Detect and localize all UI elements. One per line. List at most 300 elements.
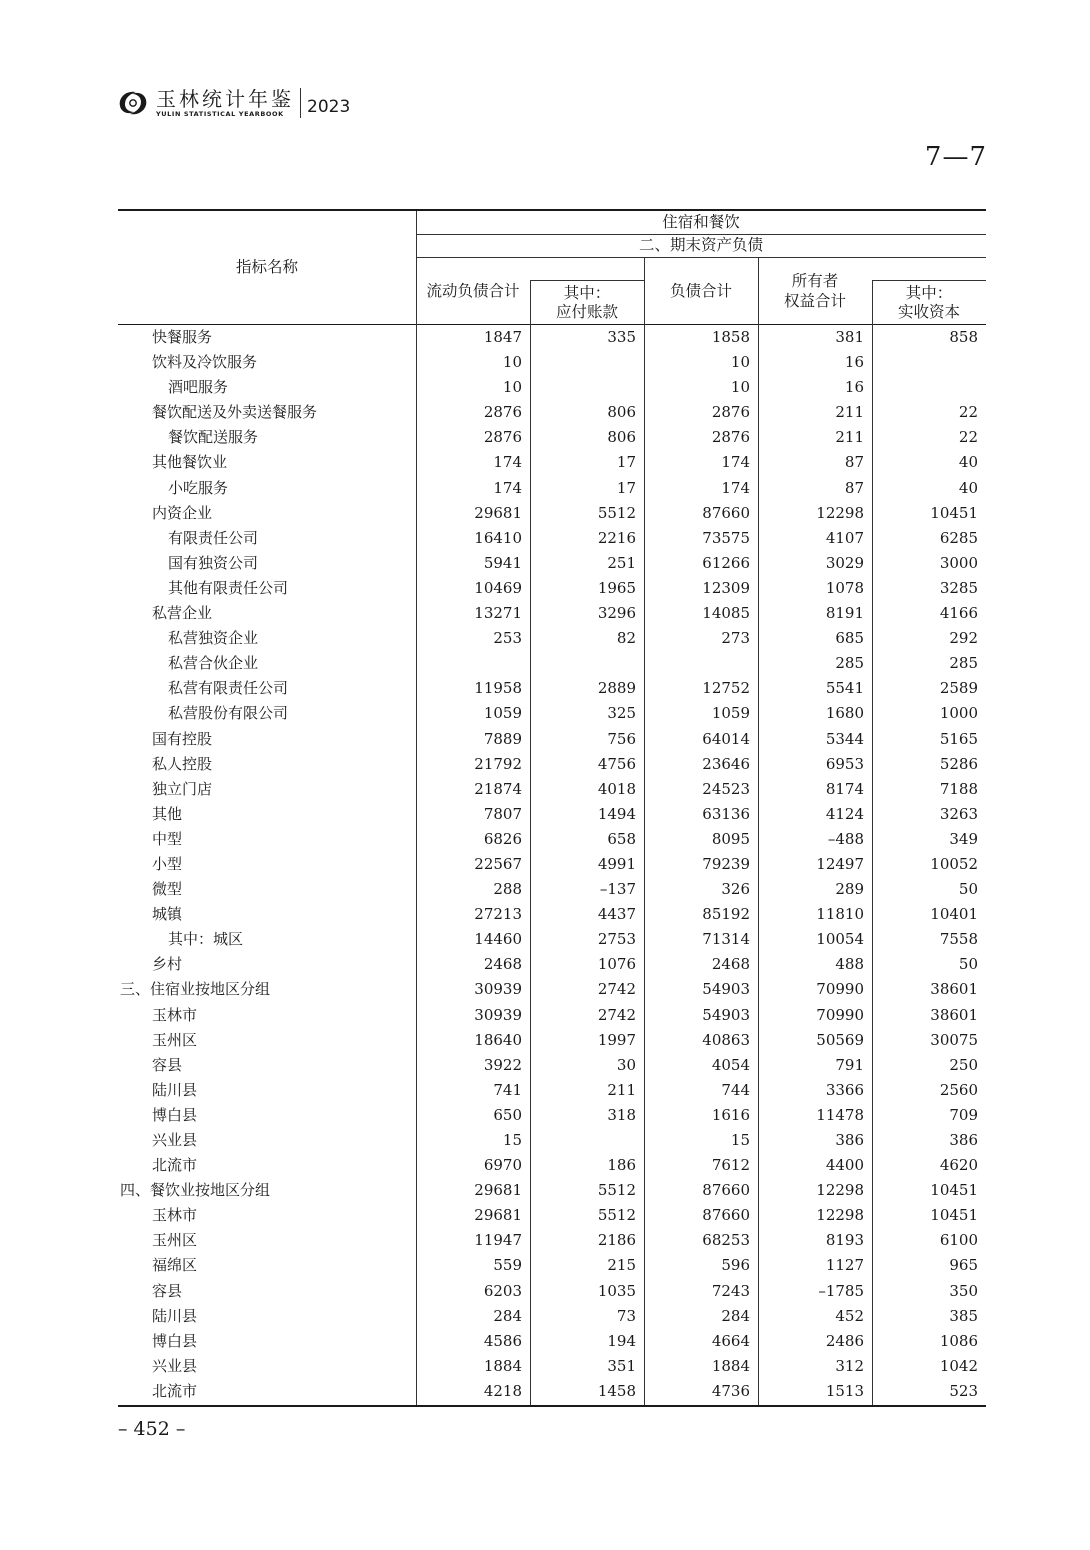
row-value-col1: 741 (493, 1080, 522, 1099)
row-value-col1: 2468 (483, 955, 522, 974)
row-value-col3: 14085 (702, 604, 750, 623)
row-value-col5: 22 (958, 403, 978, 422)
row-value-col2: 4991 (597, 854, 636, 873)
row-value-col4: 2486 (825, 1331, 864, 1350)
table-row (118, 927, 986, 952)
row-value-col1: 6826 (483, 829, 522, 848)
row-value-col3: 174 (721, 478, 750, 497)
row-value-col1: 253 (493, 629, 522, 648)
row-value-col3: 68253 (702, 1231, 750, 1250)
row-value-col1: 5941 (483, 553, 522, 572)
table-number: 7—7 (924, 142, 987, 172)
row-value-col5: 1000 (939, 704, 978, 723)
row-value-col5: 523 (949, 1381, 978, 1400)
row-value-col1: 15 (502, 1131, 522, 1149)
row-label: 兴业县 (152, 1131, 198, 1149)
row-label: 博白县 (152, 1105, 198, 1124)
row-value-col5: 4620 (939, 1156, 978, 1175)
row-label: 福绵区 (152, 1256, 198, 1275)
row-value-col5: 3000 (939, 553, 978, 572)
row-value-col4: 4107 (825, 528, 864, 547)
row-label: 容县 (152, 1281, 183, 1300)
row-value-col3: 12752 (702, 679, 750, 698)
row-value-col3: 73575 (702, 528, 750, 547)
table-row (118, 802, 986, 827)
row-value-col2: 5512 (597, 1206, 636, 1225)
table-row (118, 977, 986, 1002)
row-value-col1: 1884 (483, 1356, 522, 1375)
row-value-col3: 284 (721, 1306, 750, 1325)
table-row (118, 727, 986, 752)
row-value-col3: 1616 (711, 1105, 750, 1124)
table-row (118, 601, 986, 626)
row-value-col3: 2468 (711, 955, 750, 974)
row-value-col1: 30939 (474, 980, 522, 999)
row-value-col5: 858 (949, 328, 978, 346)
row-value-col1: 7889 (483, 729, 522, 748)
row-value-col4: 8174 (825, 779, 864, 798)
row-value-col4: –1785 (818, 1281, 864, 1300)
row-value-col2: 3296 (597, 604, 636, 623)
row-value-col4: 4124 (825, 804, 864, 823)
row-value-col5: 10451 (930, 503, 978, 522)
table-row (118, 1203, 986, 1228)
row-label: 私营企业 (152, 604, 213, 623)
row-label: 博白县 (152, 1331, 198, 1350)
row-value-col4: 6953 (825, 754, 864, 773)
row-value-col1: 21792 (474, 754, 522, 773)
row-value-col3: 1059 (711, 704, 750, 723)
row-value-col4: 12298 (816, 1206, 864, 1225)
table-row (118, 425, 986, 450)
row-value-col1: 288 (493, 880, 522, 899)
row-value-col5: 6285 (939, 528, 978, 547)
table-row (118, 450, 986, 475)
row-value-col3: 2876 (711, 428, 750, 447)
yearbook-logo-icon (116, 88, 150, 118)
row-value-col1: 11958 (474, 679, 522, 698)
row-value-col2: 2216 (597, 528, 636, 547)
row-value-col2: 2742 (597, 980, 636, 999)
row-value-col5: 10451 (930, 1181, 978, 1200)
table-row (118, 701, 986, 726)
row-value-col4: 87 (844, 478, 864, 497)
table-bottom-rule (118, 1405, 986, 1407)
table-row (118, 852, 986, 877)
table-row (118, 501, 986, 526)
row-label: 私人控股 (152, 754, 213, 773)
row-value-col2: 318 (607, 1105, 636, 1124)
row-value-col3: 4054 (711, 1055, 750, 1074)
row-value-col4: 386 (835, 1131, 864, 1149)
row-value-col1: 29681 (474, 1181, 522, 1200)
row-label: 小吃服务 (168, 478, 229, 497)
row-value-col5: 10401 (930, 905, 978, 924)
table-row (118, 325, 986, 350)
table-body (118, 325, 986, 1404)
row-value-col5: 250 (949, 1055, 978, 1074)
row-label: 有限责任公司 (168, 528, 259, 547)
row-value-col2: 1965 (597, 578, 636, 597)
row-value-col1: 22567 (474, 854, 522, 873)
row-value-col5: 4166 (939, 604, 978, 623)
yearbook-title: 玉林统计年鉴 (156, 87, 294, 111)
row-value-col2: 325 (607, 704, 636, 723)
row-value-col2: 194 (607, 1331, 636, 1350)
table-row (118, 1028, 986, 1053)
row-label: 三、住宿业按地区分组 (120, 980, 271, 999)
row-value-col4: 3366 (825, 1080, 864, 1099)
row-value-col4: 791 (835, 1055, 864, 1074)
row-value-col2: 215 (607, 1256, 636, 1275)
row-value-col4: 50569 (816, 1030, 864, 1049)
row-value-col1: 4218 (483, 1381, 522, 1400)
row-label: 独立门店 (152, 779, 213, 798)
row-value-col5: 285 (949, 654, 978, 673)
row-value-col4: 11478 (816, 1105, 864, 1124)
row-value-col2: 335 (607, 328, 636, 346)
row-label: 容县 (152, 1055, 183, 1074)
row-value-col2: 658 (607, 829, 636, 848)
row-label: 私营独资企业 (168, 629, 259, 648)
row-value-col2: 251 (607, 553, 636, 572)
table-row (118, 526, 986, 551)
row-value-col3: 61266 (702, 553, 750, 572)
row-value-col4: 4400 (825, 1156, 864, 1175)
header-line-subgroup (416, 257, 986, 258)
row-value-col4: 8193 (825, 1231, 864, 1250)
brand-block (156, 88, 301, 118)
row-value-col4: 1127 (825, 1256, 864, 1275)
row-value-col2: 806 (607, 403, 636, 422)
row-value-col4: 87 (844, 453, 864, 472)
row-value-col4: 1680 (825, 704, 864, 723)
row-value-col4: 211 (835, 403, 864, 422)
row-value-col3: 63136 (702, 804, 750, 823)
row-value-col5: 1086 (939, 1331, 978, 1350)
row-value-col4: 289 (835, 880, 864, 899)
row-value-col4: 1513 (825, 1381, 864, 1400)
row-value-col1: 6970 (483, 1156, 522, 1175)
row-label: 城镇 (152, 905, 183, 924)
table-top-rule (118, 209, 986, 211)
row-value-col5: 385 (949, 1306, 978, 1325)
row-value-col3: 54903 (702, 980, 750, 999)
row-value-col2: 2889 (597, 679, 636, 698)
row-value-col4: 12298 (816, 503, 864, 522)
row-label: 兴业县 (152, 1356, 198, 1375)
row-value-col3: 79239 (702, 854, 750, 873)
header-line-col5 (872, 280, 986, 281)
header-line-group (416, 234, 986, 235)
row-value-col4: 685 (835, 629, 864, 648)
row-value-col5: 2589 (939, 679, 978, 698)
yearbook-header (116, 86, 350, 120)
row-value-col1: 13271 (474, 604, 522, 623)
row-value-col1: 2876 (483, 428, 522, 447)
table-row (118, 1053, 986, 1078)
row-label: 其他 (152, 804, 183, 823)
row-value-col4: 285 (835, 654, 864, 673)
table-row (118, 1178, 986, 1203)
row-value-col2: –137 (599, 880, 636, 899)
row-value-col5: 5286 (939, 754, 978, 773)
row-value-col3: 85192 (702, 905, 750, 924)
row-label: 其他餐饮业 (152, 453, 228, 472)
row-value-col5: 5165 (939, 729, 978, 748)
row-value-col1: 21874 (474, 779, 522, 798)
row-value-col2: 186 (607, 1156, 636, 1175)
row-value-col5: 30075 (930, 1030, 978, 1049)
row-value-col3: 10 (730, 378, 750, 397)
row-value-col3: 4736 (711, 1381, 750, 1400)
row-value-col5: 709 (949, 1105, 978, 1124)
header-line-col2 (530, 280, 644, 281)
row-value-col3: 40863 (702, 1030, 750, 1049)
row-value-col3: 7243 (711, 1281, 750, 1300)
row-value-col1: 7807 (483, 804, 522, 823)
row-value-col2: 5512 (597, 1181, 636, 1200)
header-indicator: 指标名称 (235, 258, 298, 276)
row-value-col1: 29681 (474, 1206, 522, 1225)
yearbook-title-en: YULIN STATISTICAL YEARBOOK (156, 110, 284, 118)
header-subgroup: 二、期末资产负债 (638, 236, 763, 254)
row-value-col5: 350 (949, 1281, 978, 1300)
table-row (118, 827, 986, 852)
table-row (118, 877, 986, 902)
row-value-col4: 5344 (825, 729, 864, 748)
row-value-col3: 87660 (702, 503, 750, 522)
row-value-col5: 40 (958, 453, 978, 472)
row-value-col5: 50 (958, 880, 978, 899)
table-row (118, 651, 986, 676)
row-value-col2: 2753 (597, 930, 636, 949)
header-col-payables-a: 其中： (563, 284, 611, 302)
row-value-col1: 10469 (474, 578, 522, 597)
table-row (118, 375, 986, 400)
row-label: 北流市 (152, 1156, 198, 1175)
row-value-col5: 349 (949, 829, 978, 848)
row-value-col5: 292 (949, 629, 978, 648)
row-value-col2: 756 (607, 729, 636, 748)
row-value-col3: 23646 (702, 754, 750, 773)
header-col-total-liabilities: 负债合计 (669, 282, 732, 300)
row-value-col3: 12309 (702, 578, 750, 597)
table-row (118, 1103, 986, 1128)
table-row (118, 952, 986, 977)
row-value-col1: 10 (502, 378, 522, 397)
row-value-col2: 1997 (597, 1030, 636, 1049)
row-value-col2: 4756 (597, 754, 636, 773)
header-col-payables-b: 应付账款 (555, 303, 618, 321)
row-value-col4: 12497 (816, 854, 864, 873)
row-label: 国有控股 (152, 729, 213, 748)
header-col-current-liabilities: 流动负债合计 (426, 282, 520, 300)
row-label: 私营股份有限公司 (168, 704, 289, 723)
row-label: 内资企业 (152, 503, 213, 522)
row-value-col5: 3285 (939, 578, 978, 597)
row-value-col4: 70990 (816, 980, 864, 999)
row-value-col4: 3029 (825, 553, 864, 572)
row-value-col5: 7188 (939, 779, 978, 798)
row-value-col4: 381 (835, 328, 864, 346)
row-label: 四、餐饮业按地区分组 (120, 1181, 271, 1200)
row-value-col2: 4437 (597, 905, 636, 924)
row-value-col4: 452 (835, 1306, 864, 1325)
row-value-col1: 4586 (483, 1331, 522, 1350)
row-value-col5: 50 (958, 955, 978, 974)
row-value-col3: 54903 (702, 1005, 750, 1024)
row-value-col1: 11947 (474, 1231, 522, 1250)
table-row (118, 1003, 986, 1028)
row-value-col3: 744 (721, 1080, 750, 1099)
table-row (118, 1153, 986, 1178)
row-value-col5: 6100 (939, 1231, 978, 1250)
row-label: 玉州区 (152, 1231, 198, 1250)
row-label: 玉州区 (152, 1030, 198, 1049)
row-value-col4: 16 (844, 353, 864, 372)
row-value-col1: 18640 (474, 1030, 522, 1049)
row-value-col3: 174 (721, 453, 750, 472)
row-value-col2: 211 (607, 1080, 636, 1099)
row-value-col1: 2876 (483, 403, 522, 422)
row-value-col2: 4018 (597, 779, 636, 798)
table-row (118, 1329, 986, 1354)
table-row (118, 752, 986, 777)
row-value-col1: 16410 (474, 528, 522, 547)
row-label: 其他有限责任公司 (168, 578, 289, 597)
row-label: 私营合伙企业 (168, 654, 259, 673)
row-value-col5: 386 (949, 1131, 978, 1149)
row-label: 玉林市 (152, 1005, 198, 1024)
row-value-col4: 11810 (816, 905, 864, 924)
header-col-equity-a: 所有者 (791, 272, 839, 290)
row-value-col3: 326 (721, 880, 750, 899)
row-label: 陆川县 (152, 1306, 198, 1325)
row-value-col5: 40 (958, 478, 978, 497)
table-row (118, 400, 986, 425)
row-value-col1: 3922 (483, 1055, 522, 1074)
row-value-col4: 5541 (825, 679, 864, 698)
row-value-col3: 4664 (711, 1331, 750, 1350)
table-row (118, 1128, 986, 1153)
row-value-col4: 12298 (816, 1181, 864, 1200)
table-row (118, 902, 986, 927)
row-label: 其中：城区 (168, 930, 244, 949)
row-value-col4: 488 (835, 955, 864, 974)
table-row (118, 551, 986, 576)
row-value-col3: 10 (730, 353, 750, 372)
row-label: 私营有限责任公司 (168, 679, 289, 698)
table-row (118, 1279, 986, 1304)
row-value-col1: 284 (493, 1306, 522, 1325)
row-label: 北流市 (152, 1381, 198, 1400)
row-value-col5: 3263 (939, 804, 978, 823)
row-value-col2: 17 (616, 453, 636, 472)
row-value-col2: 5512 (597, 503, 636, 522)
row-label: 中型 (152, 829, 183, 848)
row-value-col4: 8191 (825, 604, 864, 623)
row-value-col3: 8095 (711, 829, 750, 848)
row-value-col4: 70990 (816, 1005, 864, 1024)
table-row (118, 626, 986, 651)
row-value-col2: 30 (616, 1055, 636, 1074)
row-value-col5: 2560 (939, 1080, 978, 1099)
row-value-col2: 17 (616, 478, 636, 497)
table-row (118, 676, 986, 701)
header-col-paidin-a: 其中： (905, 284, 953, 302)
table-row (118, 1228, 986, 1253)
row-value-col4: –488 (827, 829, 864, 848)
row-value-col3: 2876 (711, 403, 750, 422)
row-value-col5: 22 (958, 428, 978, 447)
row-value-col5: 7558 (939, 930, 978, 949)
table-row (118, 476, 986, 501)
row-value-col2: 1494 (597, 804, 636, 823)
row-label: 小型 (152, 854, 183, 873)
row-value-col3: 1884 (711, 1356, 750, 1375)
row-label: 玉林市 (152, 1206, 198, 1225)
table-row (118, 1354, 986, 1379)
table-row (118, 350, 986, 375)
row-value-col4: 16 (844, 378, 864, 397)
row-value-col5: 38601 (930, 980, 978, 999)
row-value-col2: 1076 (597, 955, 636, 974)
row-value-col3: 1858 (711, 328, 750, 346)
row-value-col2: 1035 (597, 1281, 636, 1300)
row-value-col3: 87660 (702, 1181, 750, 1200)
row-value-col3: 7612 (711, 1156, 750, 1175)
row-label: 酒吧服务 (168, 378, 229, 397)
row-value-col2: 73 (616, 1306, 636, 1325)
row-label: 国有独资公司 (168, 553, 259, 572)
header-group: 住宿和餐饮 (662, 213, 740, 231)
row-value-col5: 38601 (930, 1005, 978, 1024)
row-value-col1: 174 (493, 453, 522, 472)
table-row (118, 576, 986, 601)
row-value-col3: 71314 (702, 930, 750, 949)
row-value-col2: 2186 (597, 1231, 636, 1250)
row-value-col1: 14460 (474, 930, 522, 949)
row-value-col4: 10054 (816, 930, 864, 949)
row-value-col1: 1847 (483, 328, 522, 346)
row-label: 餐饮配送及外卖送餐服务 (152, 403, 318, 422)
row-value-col5: 965 (949, 1256, 978, 1275)
row-value-col5: 10451 (930, 1206, 978, 1225)
row-value-col2: 351 (607, 1356, 636, 1375)
row-value-col1: 10 (502, 353, 522, 372)
row-value-col2: 82 (616, 629, 636, 648)
row-value-col3: 596 (721, 1256, 750, 1275)
row-label: 乡村 (152, 955, 183, 974)
table-row (118, 1078, 986, 1103)
row-label: 陆川县 (152, 1080, 198, 1099)
row-label: 餐饮配送服务 (168, 428, 259, 447)
header-col-equity-b: 权益合计 (783, 292, 846, 310)
row-value-col2: 806 (607, 428, 636, 447)
header-col-paidin-b: 实收资本 (897, 303, 960, 321)
table-row (118, 1253, 986, 1278)
row-value-col1: 650 (493, 1105, 522, 1124)
row-value-col1: 6203 (483, 1281, 522, 1300)
row-value-col1: 30939 (474, 1005, 522, 1024)
row-value-col5: 1042 (939, 1356, 978, 1375)
table-row (118, 777, 986, 802)
row-value-col3: 64014 (702, 729, 750, 748)
row-value-col1: 559 (493, 1256, 522, 1275)
row-value-col1: 27213 (474, 905, 522, 924)
row-value-col3: 273 (721, 629, 750, 648)
